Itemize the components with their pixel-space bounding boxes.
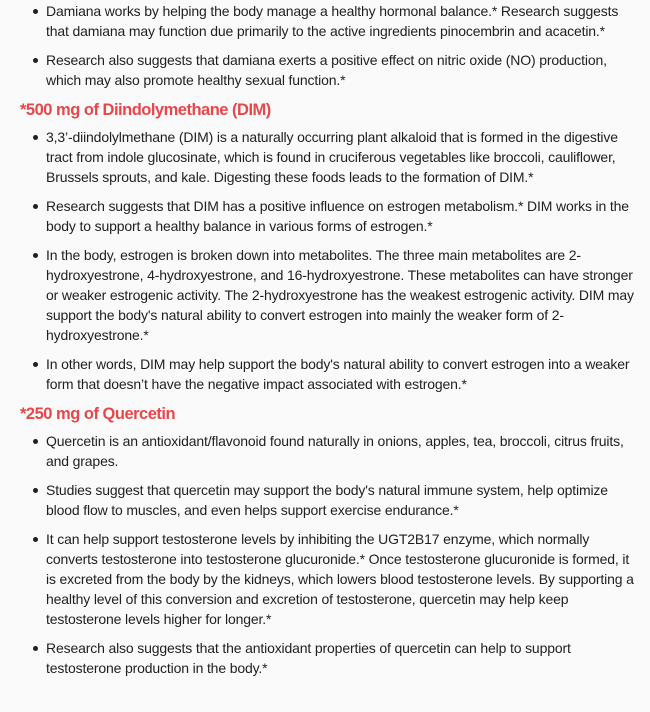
bullet-icon — [33, 58, 38, 63]
bullet-icon — [33, 488, 38, 493]
bullet-icon — [33, 135, 38, 140]
bullet-list-quercetin — [0, 431, 650, 678]
section-dim — [0, 99, 650, 394]
list-item-text: Research also suggests that damiana exerts a positive effect on nitric oxide (NO) production, which may also promote healthy sexual function.* — [46, 52, 607, 88]
list-item — [46, 127, 650, 187]
list-item — [46, 196, 650, 236]
list-item-text: In the body, estrogen is broken down into metabolites. The three main metabolites are 2-hydroxyestrone, 4-hydroxyestrone, and 16-hydroxyestrone. These metabolites can have stronger or weaker estrogenic activity. The 2-hydroxyestrone has the weakest estrogenic activity. DIM may support the body's natural ability to convert estrogen into mainly the weaker form of 2-hydroxyestrone.* — [46, 247, 634, 343]
list-item — [46, 529, 650, 629]
bullet-icon — [33, 646, 38, 651]
list-item-text: In other words, DIM may help support the body's natural ability to convert estrogen into a weaker form that doesn’t have the negative impact associated with estrogen.* — [46, 356, 630, 392]
list-item-text: Studies suggest that quercetin may support the body's natural immune system, help optimize blood flow to muscles, and even helps support exercise endurance.* — [46, 482, 608, 518]
list-item-text: 3,3’-diindolylmethane (DIM) is a naturally occurring plant alkaloid that is formed in the digestive tract from indole glucosinate, which is found in cruciferous vegetables like broccoli, cauliflower, Brussels sprouts, and kale. Digesting these foods leads to the formation of DIM.* — [46, 129, 618, 185]
list-item — [46, 431, 650, 471]
list-item — [46, 1, 650, 41]
bullet-icon — [33, 439, 38, 444]
list-item — [46, 480, 650, 520]
list-item-text: Research suggests that DIM has a positive influence on estrogen metabolism.* DIM works in the body to support a healthy balance in various forms of estrogen.* — [46, 198, 629, 234]
list-item — [46, 245, 650, 345]
bullet-icon — [33, 362, 38, 367]
bullet-icon — [33, 537, 38, 542]
list-item — [46, 50, 650, 90]
bullet-icon — [33, 9, 38, 14]
section-damiana — [0, 0, 650, 90]
section-quercetin — [0, 403, 650, 678]
section-heading-dim: *500 mg of Diindolymethane (DIM) — [20, 101, 271, 119]
list-item — [46, 354, 650, 394]
list-item-text: Damiana works by helping the body manage a healthy hormonal balance.* Research suggests that damiana may function due primarily to the active ingredients pinocembrin and acacetin.* — [46, 3, 619, 39]
section-heading-quercetin: *250 mg of Quercetin — [20, 405, 176, 423]
list-item-text: It can help support testosterone levels by inhibiting the UGT2B17 enzyme, which normally converts testosterone into testosterone glucuronide.* Once testosterone glucuronide is formed, it is excreted from the body by the kidneys, which lowers blood testosterone levels. By supporting a healthy level of this conversion and excretion of testosterone, quercetin may help keep testosterone levels higher for longer.* — [46, 531, 634, 627]
bullet-icon — [33, 204, 38, 209]
bullet-list-dim — [0, 127, 650, 394]
list-item-text: Research also suggests that the antioxidant properties of quercetin can help to support testosterone production in the body.* — [46, 640, 571, 676]
list-item-text: Quercetin is an antioxidant/flavonoid found naturally in onions, apples, tea, broccoli, citrus fruits, and grapes. — [46, 433, 624, 469]
list-item — [46, 638, 650, 678]
bullet-icon — [33, 253, 38, 258]
bullet-list-damiana — [0, 1, 650, 90]
